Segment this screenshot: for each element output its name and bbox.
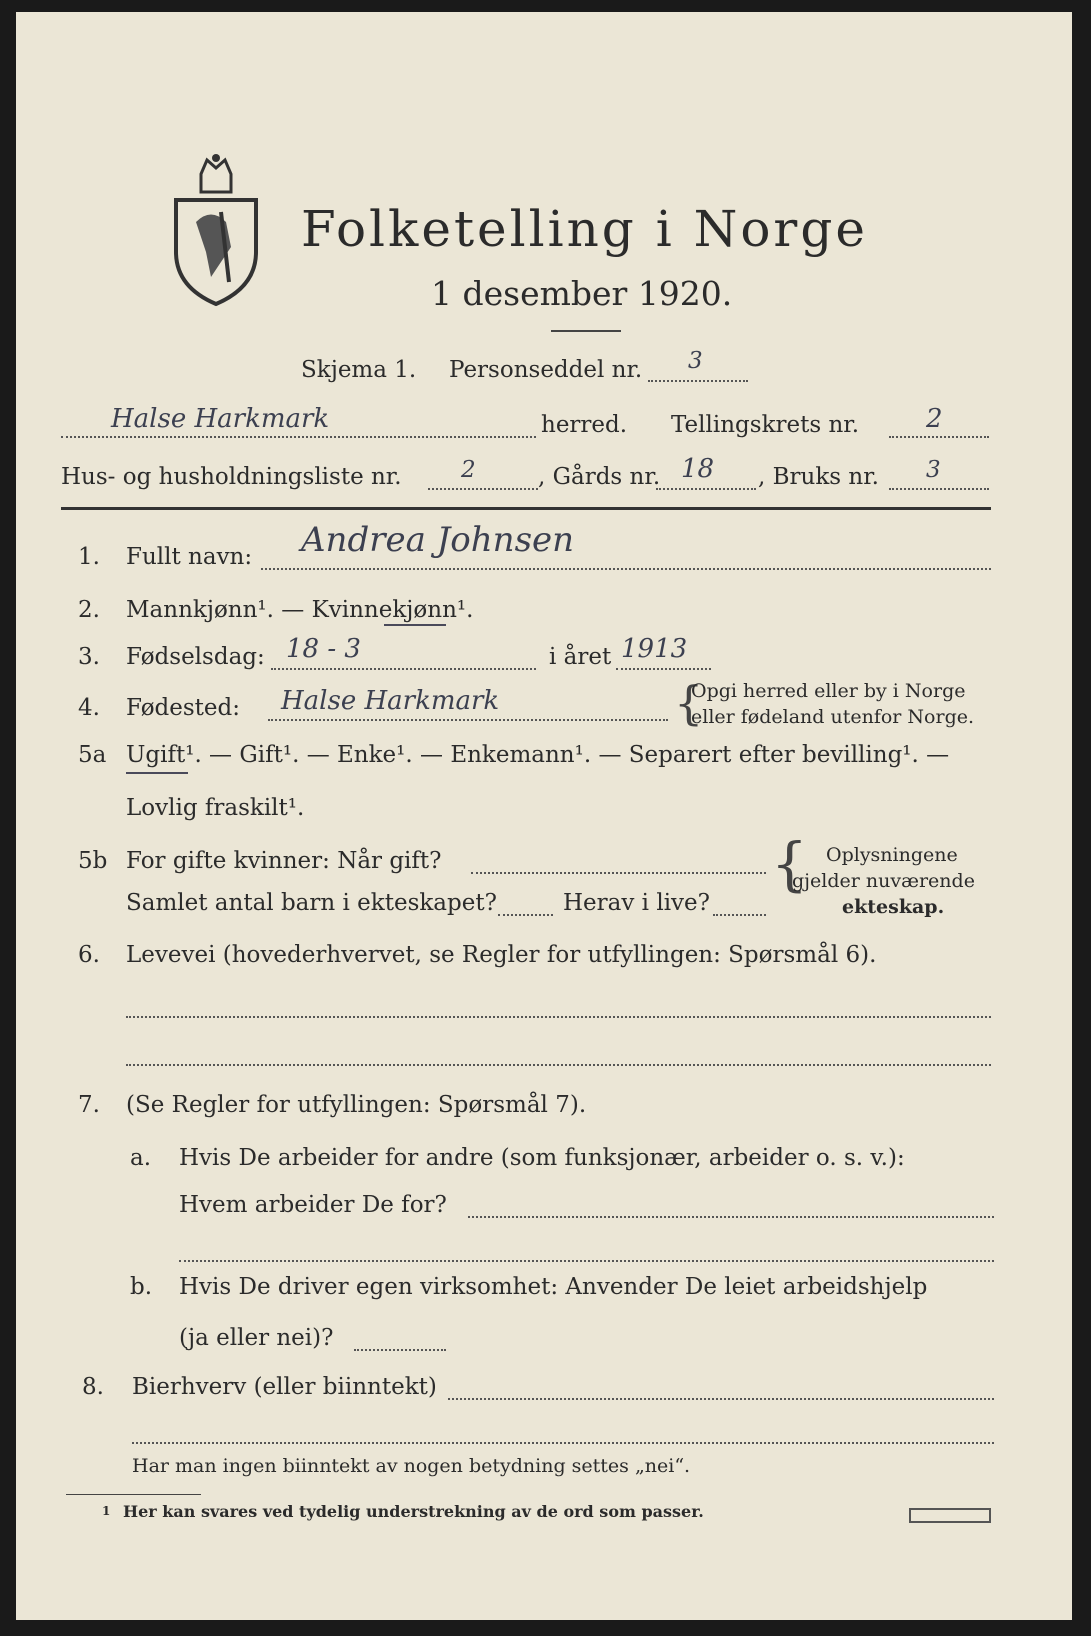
- title-divider: [551, 330, 621, 332]
- q6-line-1: [126, 1016, 991, 1018]
- liste-label: Hus- og husholdningsliste nr.: [61, 464, 402, 490]
- q4-label: Fødested:: [126, 695, 241, 721]
- q7b-text-2: (ja eller nei)?: [179, 1325, 334, 1351]
- q8-text: Bierhverv (eller biinntekt): [132, 1374, 437, 1400]
- q6-line-2: [126, 1064, 991, 1066]
- q3-line: [271, 668, 536, 670]
- q5a-text-2: Lovlig fraskilt¹.: [126, 795, 305, 821]
- bruks-line: [889, 488, 989, 490]
- bruks-label: , Bruks nr.: [758, 464, 879, 490]
- q7a-line-1: [468, 1216, 994, 1218]
- personseddel-value: 3: [688, 348, 703, 374]
- footnote-text: Her kan svares ved tydelig understrekning av de ord som passer.: [123, 1502, 704, 1521]
- q7b-line: [354, 1349, 446, 1351]
- q5a-text: Ugift¹. — Gift¹. — Enke¹. — Enkemann¹. — Separert efter bevilling¹. —: [126, 742, 950, 768]
- q7b-text: Hvis De driver egen virksomhet: Anvender De leiet arbeidshjelp: [179, 1274, 928, 1300]
- herred-label: herred.: [541, 412, 628, 438]
- q5a-underline: [126, 772, 188, 774]
- q5b-text-3: Herav i live?: [563, 890, 710, 916]
- q8-number: 8.: [82, 1374, 104, 1400]
- q1-line: [261, 568, 991, 570]
- gards-value: 18: [681, 454, 715, 484]
- q5b-line-1: [471, 872, 766, 874]
- q3-year-label: i året: [549, 644, 612, 670]
- personseddel-line: [648, 380, 748, 382]
- q1-value: Andrea Johnsen: [301, 520, 575, 560]
- form-title: Folketelling i Norge: [301, 200, 868, 258]
- liste-value: 2: [461, 457, 476, 483]
- q2-number: 2.: [78, 597, 100, 623]
- q5b-note-1: Oplysningene: [826, 844, 958, 866]
- q8-note: Har man ingen biinntekt av nogen betydning settes „nei“.: [132, 1455, 691, 1477]
- q5b-brace: {: [771, 830, 808, 898]
- q6-text: Levevei (hovederhvervet, se Regler for utfyllingen: Spørsmål 6).: [126, 942, 877, 968]
- q5b-line-3: [713, 914, 766, 916]
- q5a-number: 5a: [78, 742, 107, 768]
- printer-stamp: [909, 1508, 991, 1523]
- q3-value: 18 - 3: [286, 634, 361, 664]
- q5b-text: For gifte kvinner: Når gift?: [126, 848, 442, 874]
- footnote-rule: [66, 1494, 201, 1495]
- q7b-number: b.: [130, 1274, 153, 1300]
- q1-number: 1.: [78, 544, 100, 570]
- q8-line-2: [132, 1442, 994, 1444]
- q4-number: 4.: [78, 695, 100, 721]
- q2-text: Mannkjønn¹. — Kvinnekjønn¹.: [126, 597, 474, 623]
- q3-year-line: [616, 668, 711, 670]
- q7a-line-2: [179, 1260, 994, 1262]
- liste-line: [428, 488, 538, 490]
- herred-value: Halse Harkmark: [111, 404, 330, 434]
- skjema-label: Skjema 1.: [301, 357, 417, 383]
- footnote-number: 1: [102, 1504, 111, 1518]
- personseddel-label: Personseddel nr.: [449, 357, 643, 383]
- tellingskrets-line: [889, 436, 989, 438]
- q7a-number: a.: [130, 1145, 152, 1171]
- q7a-text: Hvis De arbeider for andre (som funksjonær, arbeider o. s. v.):: [179, 1145, 905, 1171]
- census-date: 1 desember 1920.: [431, 274, 733, 313]
- q4-note-1: Opgi herred eller by i Norge: [691, 680, 966, 702]
- q2-underline: [384, 624, 446, 626]
- q5b-note-2: gjelder nuværende: [792, 870, 975, 892]
- q7-text: (Se Regler for utfyllingen: Spørsmål 7).: [126, 1092, 587, 1118]
- q6-number: 6.: [78, 942, 100, 968]
- q3-year-value: 1913: [621, 634, 688, 664]
- q4-note-2: eller fødeland utenfor Norge.: [691, 706, 975, 728]
- q3-number: 3.: [78, 644, 100, 670]
- q1-label: Fullt navn:: [126, 544, 253, 570]
- herred-line: [61, 436, 536, 438]
- q8-line-1: [448, 1398, 994, 1400]
- bruks-value: 3: [926, 457, 941, 483]
- gards-line: [656, 488, 756, 490]
- tellingskrets-value: 2: [926, 404, 943, 434]
- q5b-note-3: ekteskap.: [842, 896, 945, 918]
- q7-number: 7.: [78, 1092, 100, 1118]
- q3-label: Fødselsdag:: [126, 644, 265, 670]
- q4-brace: {: [674, 676, 704, 730]
- q7a-text-2: Hvem arbeider De for?: [179, 1192, 447, 1218]
- q5b-line-2: [498, 914, 553, 916]
- q4-value: Halse Harkmark: [281, 686, 500, 716]
- q5b-number: 5b: [78, 848, 108, 874]
- header-rule: [61, 507, 991, 510]
- gards-label: , Gårds nr.: [538, 464, 661, 490]
- q5b-text-2: Samlet antal barn i ekteskapet?: [126, 890, 497, 916]
- coat-of-arms-icon: [171, 152, 261, 307]
- tellingskrets-label: Tellingskrets nr.: [671, 412, 860, 438]
- q4-line: [268, 719, 668, 721]
- census-form: [16, 12, 1072, 1620]
